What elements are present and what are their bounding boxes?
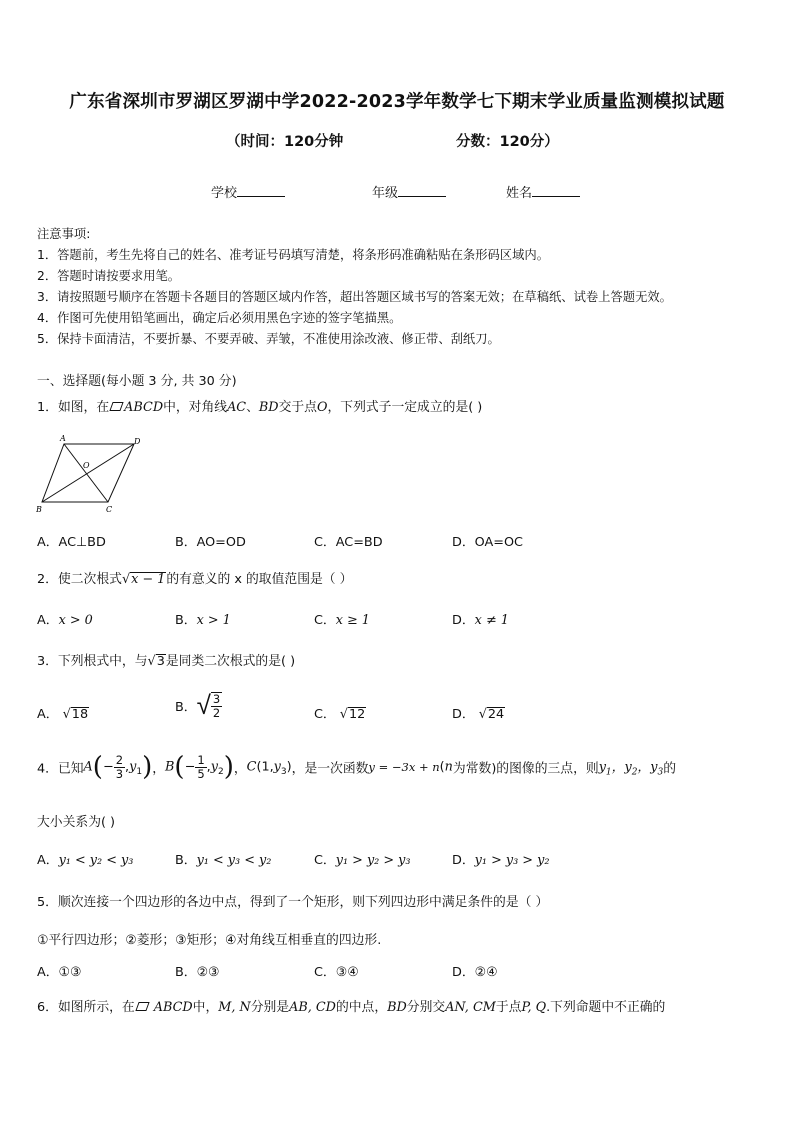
fraction-denominator: 5	[197, 766, 205, 781]
paren-close-icon: )	[142, 752, 153, 782]
coord-y2: y	[210, 759, 218, 775]
paren-open-icon: (	[256, 759, 262, 775]
question-4: 4．已知A(− $\frac{2}{3}$ $,y_1$)，B(− $\frac{1}{5}$ $,y_2$)，$C(1,y_3)$，是一次函数y = −3x + n(n为常数)的图像的三点，则$y_1$，$y_2$，$y_3$的	[37, 752, 676, 782]
q6-mn: M, N	[218, 1000, 251, 1015]
option-expr: x ≠ 1	[474, 613, 509, 628]
option-label: B．	[175, 700, 197, 715]
option-expr	[211, 692, 222, 720]
q4-text: 的	[663, 761, 676, 777]
q6-text: 分别交	[406, 1000, 446, 1015]
fraction-denominator: 2	[212, 705, 221, 720]
option-expr: y₁ > y₃ > y₂	[474, 853, 550, 868]
coord-x: 1	[261, 759, 270, 775]
option-expr: x ≥ 1	[335, 613, 370, 628]
sqrt-icon: √	[474, 707, 487, 722]
diagonal-ac	[64, 444, 108, 502]
paren-open-icon: (	[174, 752, 185, 782]
comma-icon: ,	[125, 759, 130, 775]
option-expr: x > 0	[58, 613, 93, 628]
q1-option-a[interactable]: A．AC⊥BD	[37, 535, 106, 550]
q3-option-c[interactable]	[314, 703, 366, 722]
option-label: A．	[37, 707, 59, 722]
option-expr: x > 1	[196, 613, 231, 628]
q4-option-c[interactable]	[314, 849, 411, 868]
coord-y1: y	[129, 759, 137, 775]
q6-text: 中，	[192, 1000, 219, 1015]
vertex-a-label: A	[60, 434, 66, 443]
q5-option-c[interactable]: C．③④	[314, 965, 359, 980]
q1-pg: ABCD	[124, 400, 164, 415]
coord-y3: y	[273, 759, 281, 775]
grade-blank[interactable]	[398, 184, 446, 197]
exam-score: 分数：120分）	[456, 134, 559, 150]
notice-item-2: 2．答题时请按要求用笔。	[37, 269, 181, 283]
comma-icon: ，	[233, 761, 247, 777]
paren-close-icon: )	[286, 759, 292, 775]
parallelogram-icon	[135, 1002, 149, 1011]
minus-icon: −	[184, 759, 196, 775]
y-symbol: y	[650, 760, 658, 776]
q1-option-c[interactable]: C．AC=BD	[314, 535, 383, 550]
notice-item-5: 5．保持卡面清洁，不要折暴、不要弄破、弄皱，不准使用涂改液、修正带、刮纸刀。	[37, 332, 500, 346]
q3-option-d[interactable]	[452, 703, 505, 722]
diagonal-bd	[42, 444, 134, 502]
q4-n: n	[444, 759, 453, 775]
q6-pq: P, Q	[521, 1000, 547, 1015]
option-label: B．	[175, 853, 197, 868]
q6-text: 6．如图所示，在	[37, 1000, 135, 1015]
q4-frac-b	[195, 754, 206, 781]
comma-icon: ,	[206, 759, 211, 775]
q6-text: 于点	[495, 1000, 522, 1015]
q2-option-a[interactable]	[37, 609, 93, 628]
vertex-d-label: D	[134, 437, 141, 446]
sqrt-icon: √	[335, 707, 348, 722]
notice-item-3: 3．请按照题号顺序在答题卡各题目的答题区域内作答，超出答题区域书写的答案无效；在草稿纸、试卷上答题无效。	[37, 290, 672, 304]
q3-option-b[interactable]	[175, 690, 222, 721]
option-label: C．	[314, 707, 336, 722]
school-label: 学校	[211, 186, 238, 201]
vertex-b-label: B	[36, 505, 42, 514]
q1-figure	[36, 432, 146, 514]
q1-ac: AC	[227, 400, 247, 415]
q3-text: 3．下列根式中，与	[37, 654, 148, 669]
q4-option-d[interactable]	[452, 849, 549, 868]
q4-y-list: $y_1$，$y_2$，$y_3$	[598, 760, 664, 778]
question-3	[37, 650, 295, 669]
comma-icon: ，	[152, 761, 166, 777]
fraction-numerator: 1	[197, 752, 205, 767]
exam-time: （时间：120分钟	[226, 134, 344, 150]
grade-field[interactable]	[372, 182, 446, 201]
paren-close-icon: )	[223, 752, 234, 782]
q6-bd: BD	[387, 1000, 407, 1015]
notice-item-4: 4．作图可先使用铅笔画出，确定后必须用黑色字迹的签字笔描黑。	[37, 311, 402, 325]
grade-label: 年级	[372, 186, 399, 201]
q6-text: 分别是	[250, 1000, 290, 1015]
option-label: B．	[175, 613, 197, 628]
sqrt-icon: √	[58, 707, 71, 722]
option-label: C．	[314, 853, 336, 868]
q1-text: 交于点	[278, 400, 317, 415]
q3-option-a[interactable]	[37, 703, 89, 722]
fraction-numerator: 3	[212, 691, 221, 706]
q1-bd: BD	[258, 400, 279, 415]
point-a: A	[83, 759, 93, 775]
minus-icon: −	[102, 759, 114, 775]
comma-icon: ,	[269, 759, 274, 775]
q6-text: 的中点，	[335, 1000, 388, 1015]
option-expr: 24	[487, 707, 505, 722]
parallelogram-icon	[110, 402, 124, 411]
option-label: D．	[452, 613, 475, 628]
y-symbol: y	[624, 760, 632, 776]
sqrt-icon: √	[121, 572, 131, 587]
name-blank[interactable]	[532, 184, 580, 197]
question-2	[37, 568, 352, 587]
y-symbol: y	[598, 760, 606, 776]
q4-text: 4．已知	[37, 761, 84, 777]
point-c: C	[246, 759, 257, 775]
option-label: D．	[452, 707, 475, 722]
option-label: D．	[452, 853, 475, 868]
q1-option-b[interactable]: B．AO=OD	[175, 535, 246, 550]
name-label: 姓名	[506, 186, 533, 201]
name-field[interactable]	[506, 182, 580, 201]
q2-text: 的有意义的 x 的取值范围是（ ）	[166, 572, 353, 587]
q1-text: 、	[246, 400, 259, 415]
q2-radicand: x − 1	[131, 572, 166, 587]
point-b: B	[165, 759, 175, 775]
q5-line2: ①平行四边形；②菱形；③矩形；④对角线互相垂直的四边形.	[37, 933, 382, 948]
option-expr: y₁ > y₂ > y₃	[335, 853, 411, 868]
sqrt-icon: √	[196, 691, 211, 721]
option-expr: y₁ < y₃ < y₂	[196, 853, 272, 868]
q4-text: 为常数)的图像的三点，则	[452, 761, 599, 777]
q4-frac-a	[114, 754, 125, 781]
section-heading: 一、选择题(每小题 3 分, 共 30 分)	[37, 374, 237, 389]
q3-text: 是同类二次根式的是( )	[165, 654, 296, 669]
q1-text: 1．如图，在	[37, 400, 110, 415]
option-expr: y₁ < y₂ < y₃	[58, 853, 134, 868]
school-field[interactable]	[211, 182, 285, 201]
fraction-denominator: 3	[115, 766, 124, 781]
notice-heading: 注意事项:	[37, 227, 91, 241]
q1-text: ，下列式子一定成立的是( )	[327, 400, 483, 415]
q5-option-b[interactable]: B．②③	[175, 965, 220, 980]
option-expr: 12	[348, 707, 366, 722]
option-label: A．	[37, 613, 59, 628]
q2-option-c[interactable]	[314, 609, 370, 628]
q6-pg: ABCD	[153, 1000, 193, 1015]
option-label: C．	[314, 613, 336, 628]
q4-function: y = −3x + n	[368, 760, 440, 774]
q6-text: .下列命题中不正确的	[546, 1000, 666, 1015]
question-5: 5．顺次连接一个四边形的各边中点，得到了一个矩形，则下列四边形中满足条件的是（ ）	[37, 895, 549, 910]
q1-option-d[interactable]: D．OA=OC	[452, 535, 523, 550]
fraction-numerator: 2	[115, 752, 124, 767]
school-blank[interactable]	[237, 184, 285, 197]
q4-line2: 大小关系为( )	[37, 815, 116, 830]
q4-text: (	[439, 759, 445, 775]
q4-text: ，是一次函数	[291, 761, 369, 777]
paren-open-icon: (	[92, 752, 103, 782]
sqrt-icon: √	[147, 654, 156, 669]
q4-option-a[interactable]	[37, 849, 133, 868]
option-label: A．	[37, 853, 59, 868]
notice-item-1: 1．答题前，考生先将自己的姓名、准考证号码填写清楚，将条形码准确粘贴在条形码区域内。	[37, 248, 549, 262]
q1-o: O	[316, 400, 328, 415]
q5-option-a[interactable]: A．①③	[37, 965, 82, 980]
q3-root: 3	[156, 654, 165, 669]
question-1	[37, 396, 482, 415]
q2-option-b[interactable]	[175, 609, 231, 628]
question-6	[37, 996, 665, 1015]
q2-option-d[interactable]	[452, 609, 509, 628]
q5-option-d[interactable]: D．②④	[452, 965, 498, 980]
center-o-label: O	[83, 461, 90, 470]
q2-text: 2．使二次根式	[37, 572, 122, 587]
page-title: 广东省深圳市罗湖区罗湖中学2022-2023学年数学七下期末学业质量监测模拟试题	[69, 92, 725, 112]
option-expr: 18	[71, 707, 89, 722]
q1-text: 中，对角线	[163, 400, 228, 415]
q6-ab-cd: AB, CD	[289, 1000, 336, 1015]
q6-an-cm: AN, CM	[445, 1000, 496, 1015]
q4-option-b[interactable]	[175, 849, 271, 868]
vertex-c-label: C	[106, 505, 113, 514]
